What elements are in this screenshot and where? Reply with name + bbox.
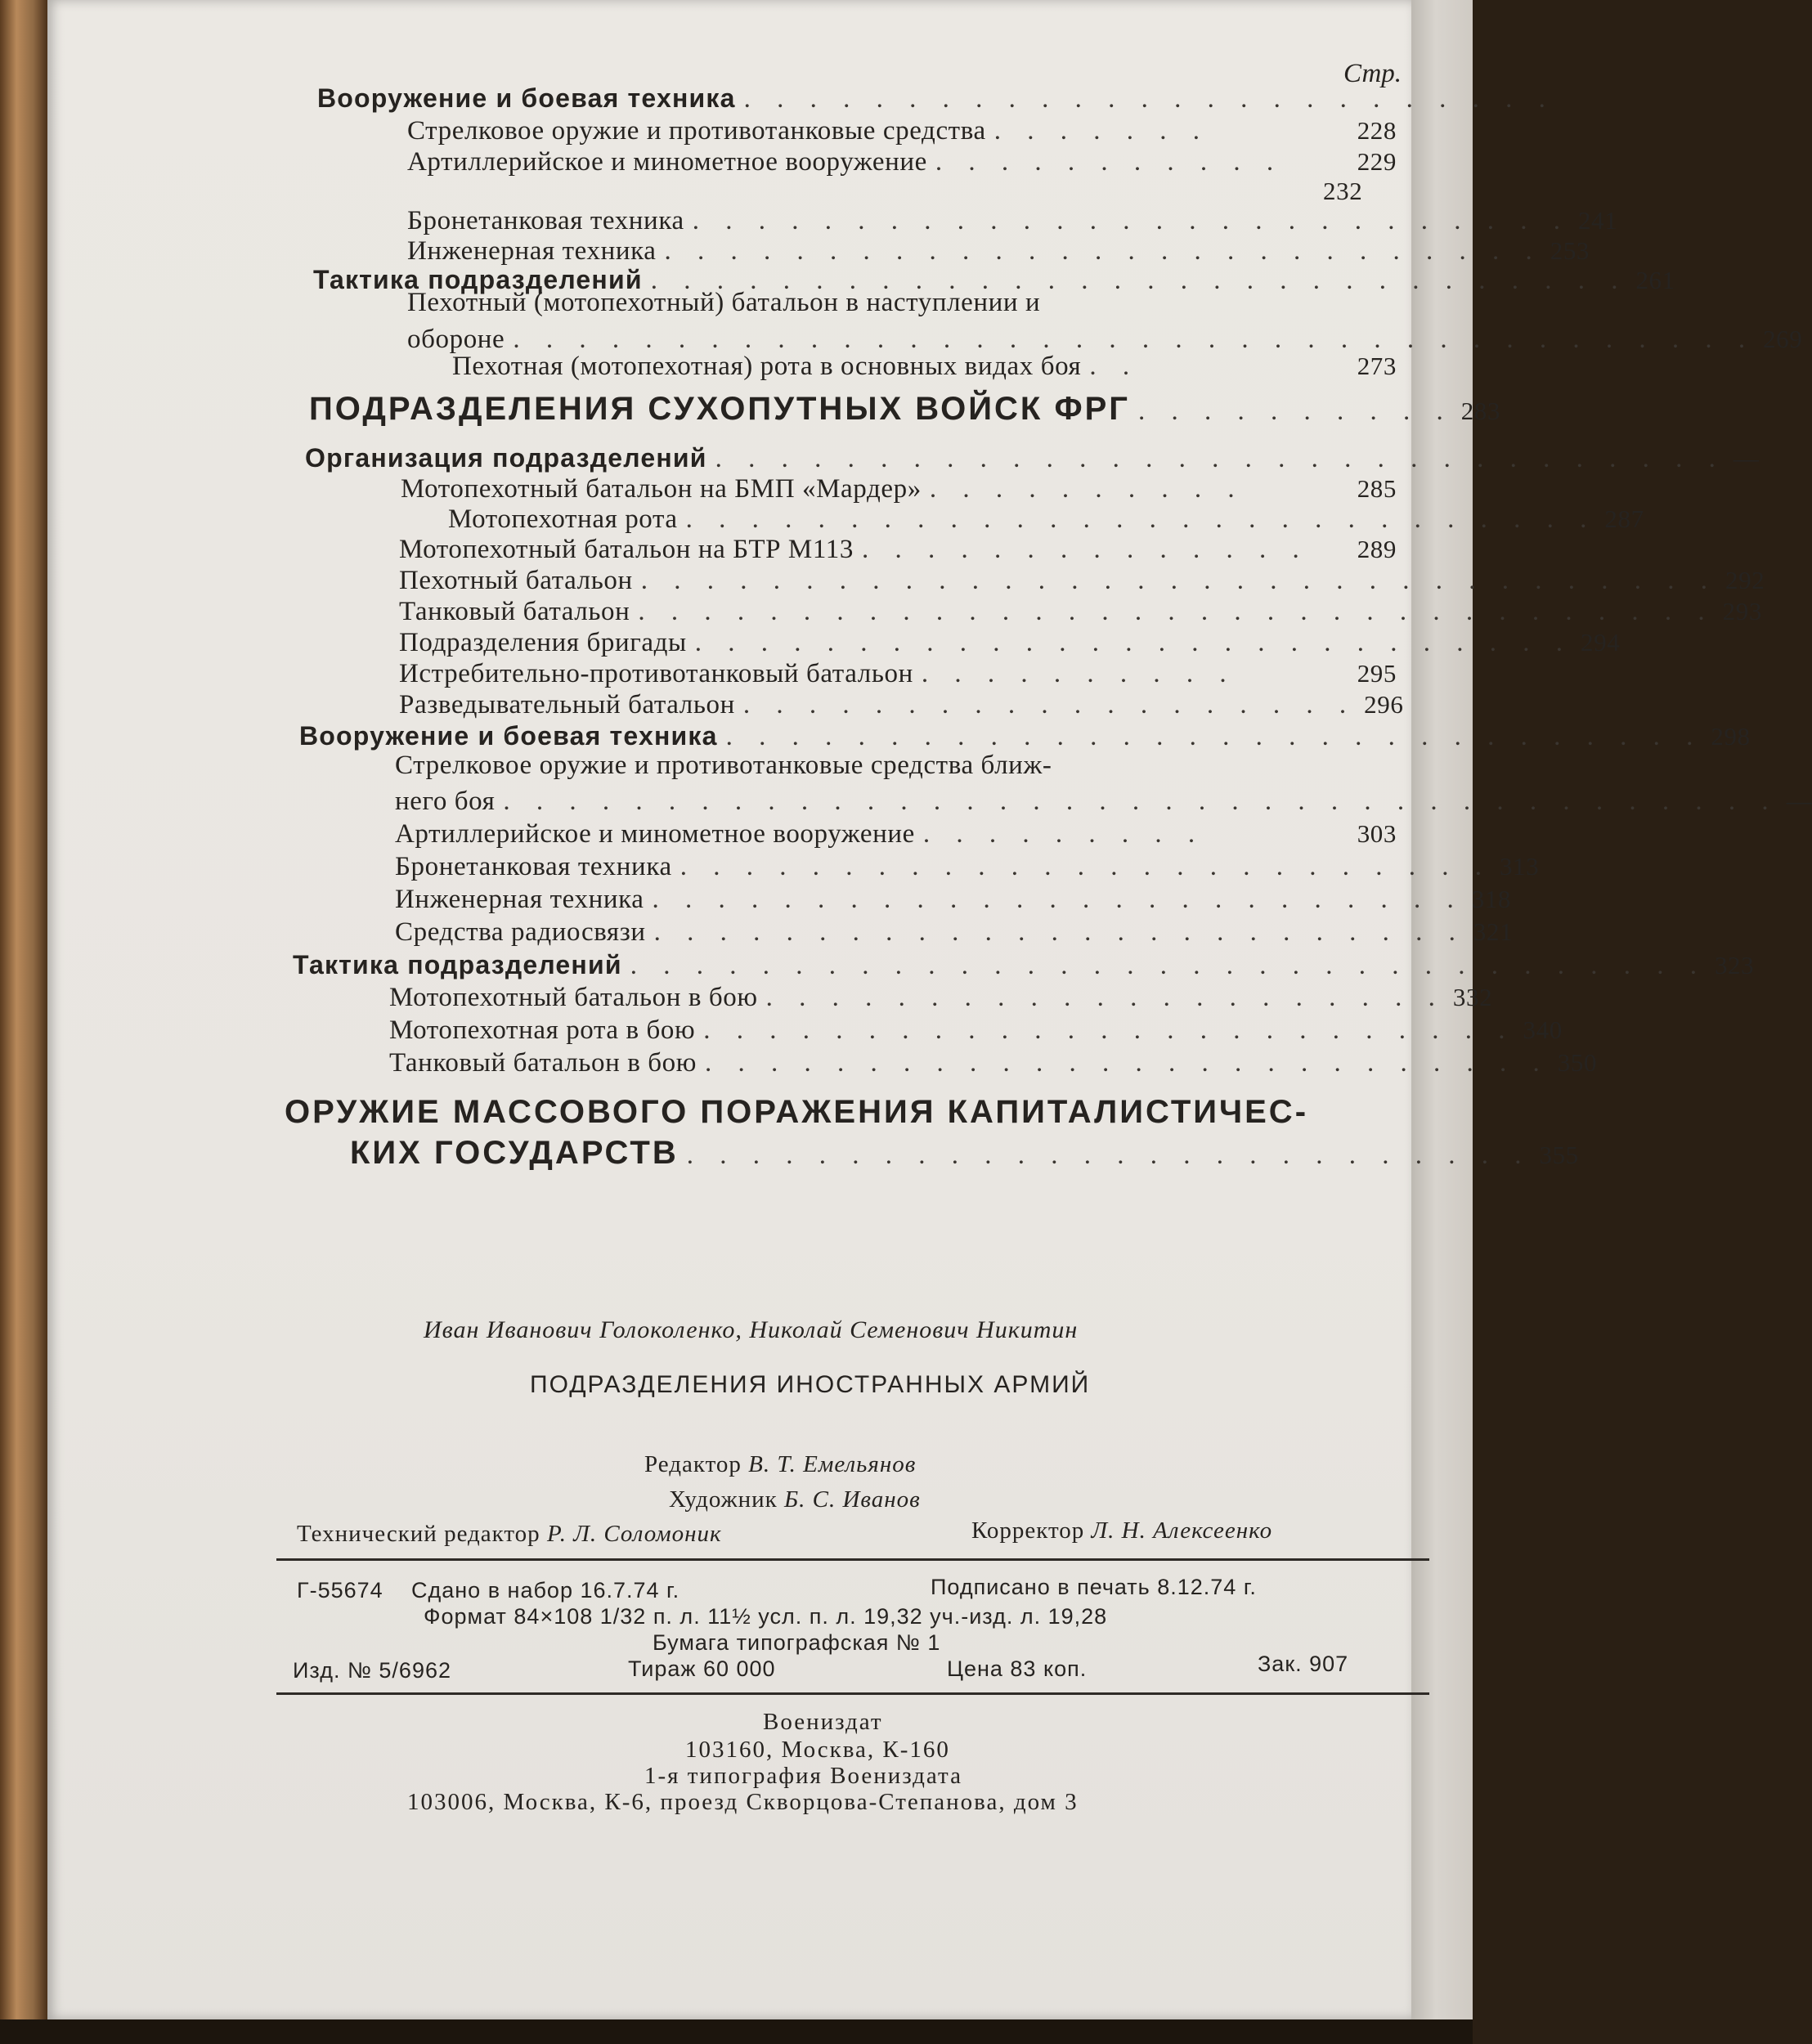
- leader-dots: . . . . . . . . . . . . . . . . . . . . . . . . .: [653, 917, 1465, 947]
- toc-entry-page: 323: [1714, 951, 1755, 979]
- toc-entry-page: 269: [1763, 325, 1803, 353]
- toc-entry: [389, 1014, 1563, 1047]
- toc-entry-label: Разведывательный батальон: [399, 690, 735, 719]
- toc-entry: [448, 503, 1644, 536]
- toc-entry: [407, 114, 1397, 147]
- leader-dots: . . . . . . . . . . . . . . . . . . . . . . . . . . . . . . . . .: [640, 566, 1717, 595]
- toc-entry: [317, 82, 1555, 115]
- toc-entry-label: Инженерная техника: [407, 236, 657, 266]
- artist-name: Б. С. Иванов: [784, 1486, 921, 1513]
- toc-entry-page: 295: [1357, 659, 1397, 688]
- toc-entry-page: 283: [1460, 397, 1500, 425]
- toc-entry: [293, 948, 1755, 982]
- toc-entry-label: Мотопехотный батальон на БТР М113: [399, 535, 854, 564]
- leader-dots: . . . . . . . . . . . . . . . . . . . . . . . . .: [652, 885, 1464, 914]
- authors: Иван Иванович Голоколенко, Николай Семенович Никитин: [424, 1316, 1079, 1343]
- toc-entry: [395, 818, 1397, 850]
- book-spine-edge: [0, 0, 47, 2044]
- toc-entry-label: обороне: [407, 325, 505, 354]
- toc-entry-page: 293: [1722, 597, 1762, 625]
- toc-entry: [399, 626, 1621, 659]
- format-line: Формат 84×108 1/32 п. л. 11½ усл. п. л. 19,32 уч.-изд. л. 19,28: [424, 1604, 1108, 1629]
- toc-section-entry: [309, 391, 1500, 428]
- leader-dots: . . . . . . . . . . . . . . . . . . . . . . . . . . . . . . . . . . . . . . .: [503, 787, 1778, 816]
- page-column-header: Стр.: [1343, 59, 1402, 88]
- publisher-address: 103160, Москва, К-160: [685, 1737, 950, 1763]
- toc-entry-page: 273: [1357, 352, 1397, 380]
- toc-entry-page: 289: [1357, 535, 1397, 563]
- leader-dots: . . . . . . . . .: [922, 819, 1205, 849]
- toc-entry: [399, 688, 1404, 721]
- leader-dots: . . . . . . .: [993, 116, 1209, 146]
- toc-entry-label: Мотопехотная рота: [448, 504, 678, 534]
- artist-label: Художник: [669, 1486, 778, 1513]
- tech-editor-label: Технический редактор: [297, 1521, 540, 1547]
- toc-entry-page: 232: [1323, 177, 1363, 205]
- toc-entry-label: Мотопехотный батальон на БМП «Мардер»: [401, 474, 922, 504]
- edition-number: Изд. № 5/6962: [293, 1658, 451, 1683]
- leader-dots: . . . . . . . . . . . . . . . . . . . . . . . . .: [703, 1015, 1515, 1045]
- toc-entry-label: Артиллерийское и минометное вооружение: [407, 147, 927, 177]
- price: Цена 83 коп.: [947, 1656, 1088, 1681]
- toc-entry-label: Истребительно-противотанковый батальон: [399, 659, 913, 688]
- toc-entry: [452, 350, 1397, 383]
- toc-entry-label: Пехотная (мотопехотная) рота в основных видах боя: [452, 352, 1082, 381]
- toc-entry-page: 298: [1711, 722, 1751, 751]
- toc-entry-label: Артиллерийское и минометное вооружение: [395, 819, 915, 849]
- toc-entry: [299, 719, 1751, 753]
- corrector-label: Корректор: [971, 1517, 1085, 1544]
- toc-entry: [395, 850, 1540, 883]
- toc-entry-label: Мотопехотная рота в бою: [389, 1015, 696, 1045]
- leader-dots: . . . . . . . . . . . . . . . . . . . . . . . . . . .: [664, 236, 1542, 266]
- leader-dots: . . . . . . . . . . . . . . . . . . . . . . . . . .: [686, 1141, 1532, 1170]
- toc-entry-label: Мотопехотный батальон в бою: [389, 983, 758, 1012]
- order-number: Зак. 907: [1258, 1652, 1349, 1676]
- print-run: Тираж 60 000: [628, 1656, 776, 1681]
- toc-entry-label: Тактика подразделений: [293, 950, 622, 979]
- toc-entry-label: Танковый батальон: [399, 597, 630, 626]
- bottom-shadow: [0, 2019, 1473, 2044]
- toc-entry-page: 261: [1635, 266, 1675, 294]
- toc-entry-page: 292: [1725, 566, 1765, 594]
- toc-entry-page: 350: [1557, 1048, 1598, 1077]
- toc-entry: [407, 146, 1397, 178]
- paper-line: Бумага типографская № 1: [653, 1630, 941, 1655]
- toc-entry-page: 313: [1499, 852, 1540, 881]
- toc-entry: [305, 442, 1760, 475]
- editor-name: В. Т. Емельянов: [748, 1451, 917, 1477]
- toc-entry-page: 229: [1357, 147, 1397, 176]
- leader-dots: . . . . . . . . . . . . . . . . . . . . . . . . . . . . . .: [650, 266, 1628, 295]
- toc-section-label: ОРУЖИЕ МАССОВОГО ПОРАЖЕНИЯ КАПИТАЛИСТИЧЕС-: [285, 1094, 1309, 1130]
- leader-dots: . . . . . . . . . . . . . . . . . . . . . . . . . . .: [692, 206, 1570, 235]
- toc-entry-page: 340: [1523, 1015, 1563, 1044]
- leader-dots: . . . . . . . . . . . . . . . . . . .: [742, 690, 1357, 719]
- toc-entry-label: Инженерная техника: [395, 885, 644, 914]
- toc-entry: [407, 235, 1590, 267]
- toc-entry-page: 287: [1604, 504, 1644, 533]
- tech-editor-credit: [297, 1521, 722, 1548]
- leader-dots: . . . . . . . . . . . . . . . . . . . . . . . . . . . . . . . . . . . . . .: [513, 325, 1756, 354]
- divider-rule: [276, 1692, 1429, 1695]
- book-title: ПОДРАЗДЕЛЕНИЯ ИНОСТРАННЫХ АРМИЙ: [530, 1371, 1091, 1398]
- tech-editor-name: Р. Л. Соломоник: [546, 1521, 722, 1547]
- toc-section-label: КИХ ГОСУДАРСТВ: [350, 1135, 679, 1171]
- toc-entry-page: 296: [1364, 690, 1404, 719]
- toc-entry-label: него боя: [395, 787, 496, 816]
- corrector-name: Л. Н. Алексеенко: [1091, 1517, 1273, 1544]
- toc-entry-label: Средства радиосвязи: [395, 917, 646, 947]
- leader-dots: . . . . . . . . . . . . . . . . . . . . . . . . . . . . . . .: [715, 444, 1725, 473]
- toc-entry: [389, 1047, 1598, 1079]
- toc-entry-page: 332: [1452, 983, 1493, 1011]
- toc-entry-page: 253: [1550, 236, 1590, 265]
- toc-entry-label: Тактика подразделений: [313, 265, 643, 294]
- toc-entry-page: 318: [1471, 885, 1512, 913]
- toc-entry-label: Подразделения бригады: [399, 628, 687, 657]
- toc-entry-page: 355: [1539, 1141, 1579, 1169]
- leader-dots: . . . . . . . . . . . . . . . . . . . . . . . . . . .: [694, 628, 1573, 657]
- leader-dots: . . . . . . . . . . . . . . . . . . . . . . . . . . . .: [685, 504, 1597, 534]
- divider-rule: [276, 1558, 1429, 1561]
- toc-entry-page: 228: [1357, 116, 1397, 145]
- toc-entry-page: 241: [1577, 206, 1618, 235]
- printer: 1-я типография Воениздата: [644, 1763, 962, 1789]
- leader-dots: . . . . . . . . . . . . . .: [861, 535, 1309, 564]
- toc-section-label: ПОДРАЗДЕЛЕНИЯ СУХОПУТНЫХ ВОЙСК ФРГ: [309, 391, 1130, 427]
- toc-entry-page: 303: [1357, 819, 1397, 848]
- toc-entry-label: Стрелковое оружие и противотанковые средства ближ-: [395, 751, 1052, 780]
- publisher: Воениздат: [763, 1709, 883, 1735]
- toc-entry-label: Пехотный батальон: [399, 566, 633, 595]
- artist-credit: [669, 1486, 921, 1513]
- leader-dots: . . . . . . . . . .: [929, 474, 1245, 504]
- leader-dots: . . . . . . . . . . . . . . . . . . . . . . . . . . . . . . . . .: [638, 597, 1715, 626]
- toc-entry: [407, 204, 1618, 237]
- toc-entry-label: Вооружение и боевая техника: [317, 83, 736, 113]
- toc-entry: [399, 564, 1765, 597]
- leader-dots: . . . . . . . . . . . . . . . . . . . . . . . . .: [680, 852, 1491, 881]
- toc-entry: [389, 981, 1493, 1014]
- toc-entry-page: —: [1733, 444, 1760, 473]
- toc-entry: [1323, 175, 1397, 208]
- toc-entry-label: Бронетанковая техника: [395, 852, 672, 881]
- leader-dots: . . . . . . . . . . .: [935, 147, 1284, 177]
- leader-dots: . . . . . . . . . . . . . . . . . . . . . . . . . . . . . .: [725, 722, 1703, 751]
- toc-entry: [399, 657, 1397, 690]
- corrector-credit: [971, 1517, 1272, 1544]
- toc-entry: [395, 883, 1512, 916]
- toc-entry-label: Пехотный (мотопехотный) батальон в наступлении и: [407, 288, 1041, 317]
- leader-dots: . . . . . . . . . . . . . . . . . . . . .: [765, 983, 1445, 1012]
- editor-label: Редактор: [644, 1451, 742, 1477]
- book-page: [47, 0, 1812, 2019]
- toc-entry-label: Вооружение и боевая техника: [299, 721, 718, 751]
- toc-entry-page: 321: [1473, 917, 1514, 946]
- leader-dots: . . . . . . . . . .: [921, 659, 1236, 688]
- toc-entry: [395, 785, 1812, 818]
- toc-entry: [399, 595, 1762, 628]
- leader-dots: . . . . . . . . . .: [1137, 397, 1453, 426]
- printer-address: 103006, Москва, К-6, проезд Скворцова-Степанова, дом 3: [407, 1789, 1079, 1815]
- toc-entry-label: Стрелковое оружие и противотанковые средства: [407, 116, 986, 146]
- toc-entry-label: Бронетанковая техника: [407, 206, 684, 235]
- sent-to-type: Сдано в набор 16.7.74 г.: [411, 1578, 680, 1602]
- leader-dots: . . . . . . . . . . . . . . . . . . . . . . . . . .: [705, 1048, 1550, 1078]
- toc-entry-page: —: [1786, 787, 1812, 815]
- leader-dots: . . . . . . . . . . . . . . . . . . . . . . . . .: [743, 84, 1555, 114]
- toc-section-entry: [350, 1135, 1579, 1172]
- signed-to-print: Подписано в печать 8.12.74 г.: [931, 1575, 1257, 1599]
- toc-entry: [401, 473, 1397, 505]
- toc-entry-label: Организация подразделений: [305, 443, 707, 473]
- editor-credit: [644, 1451, 916, 1478]
- toc-entry-page: 294: [1581, 628, 1621, 657]
- toc-entry: [395, 916, 1514, 948]
- leader-dots: . . . . . . . . . . . . . . . . . . . . . . . . . . . . . . . . .: [630, 951, 1707, 980]
- toc-entry-label: Танковый батальон в бою: [389, 1048, 697, 1078]
- toc-entry-page: 285: [1357, 474, 1397, 503]
- toc-entry: [399, 533, 1397, 566]
- leader-dots: . .: [1089, 352, 1140, 381]
- order-code: Г-55674: [297, 1578, 383, 1602]
